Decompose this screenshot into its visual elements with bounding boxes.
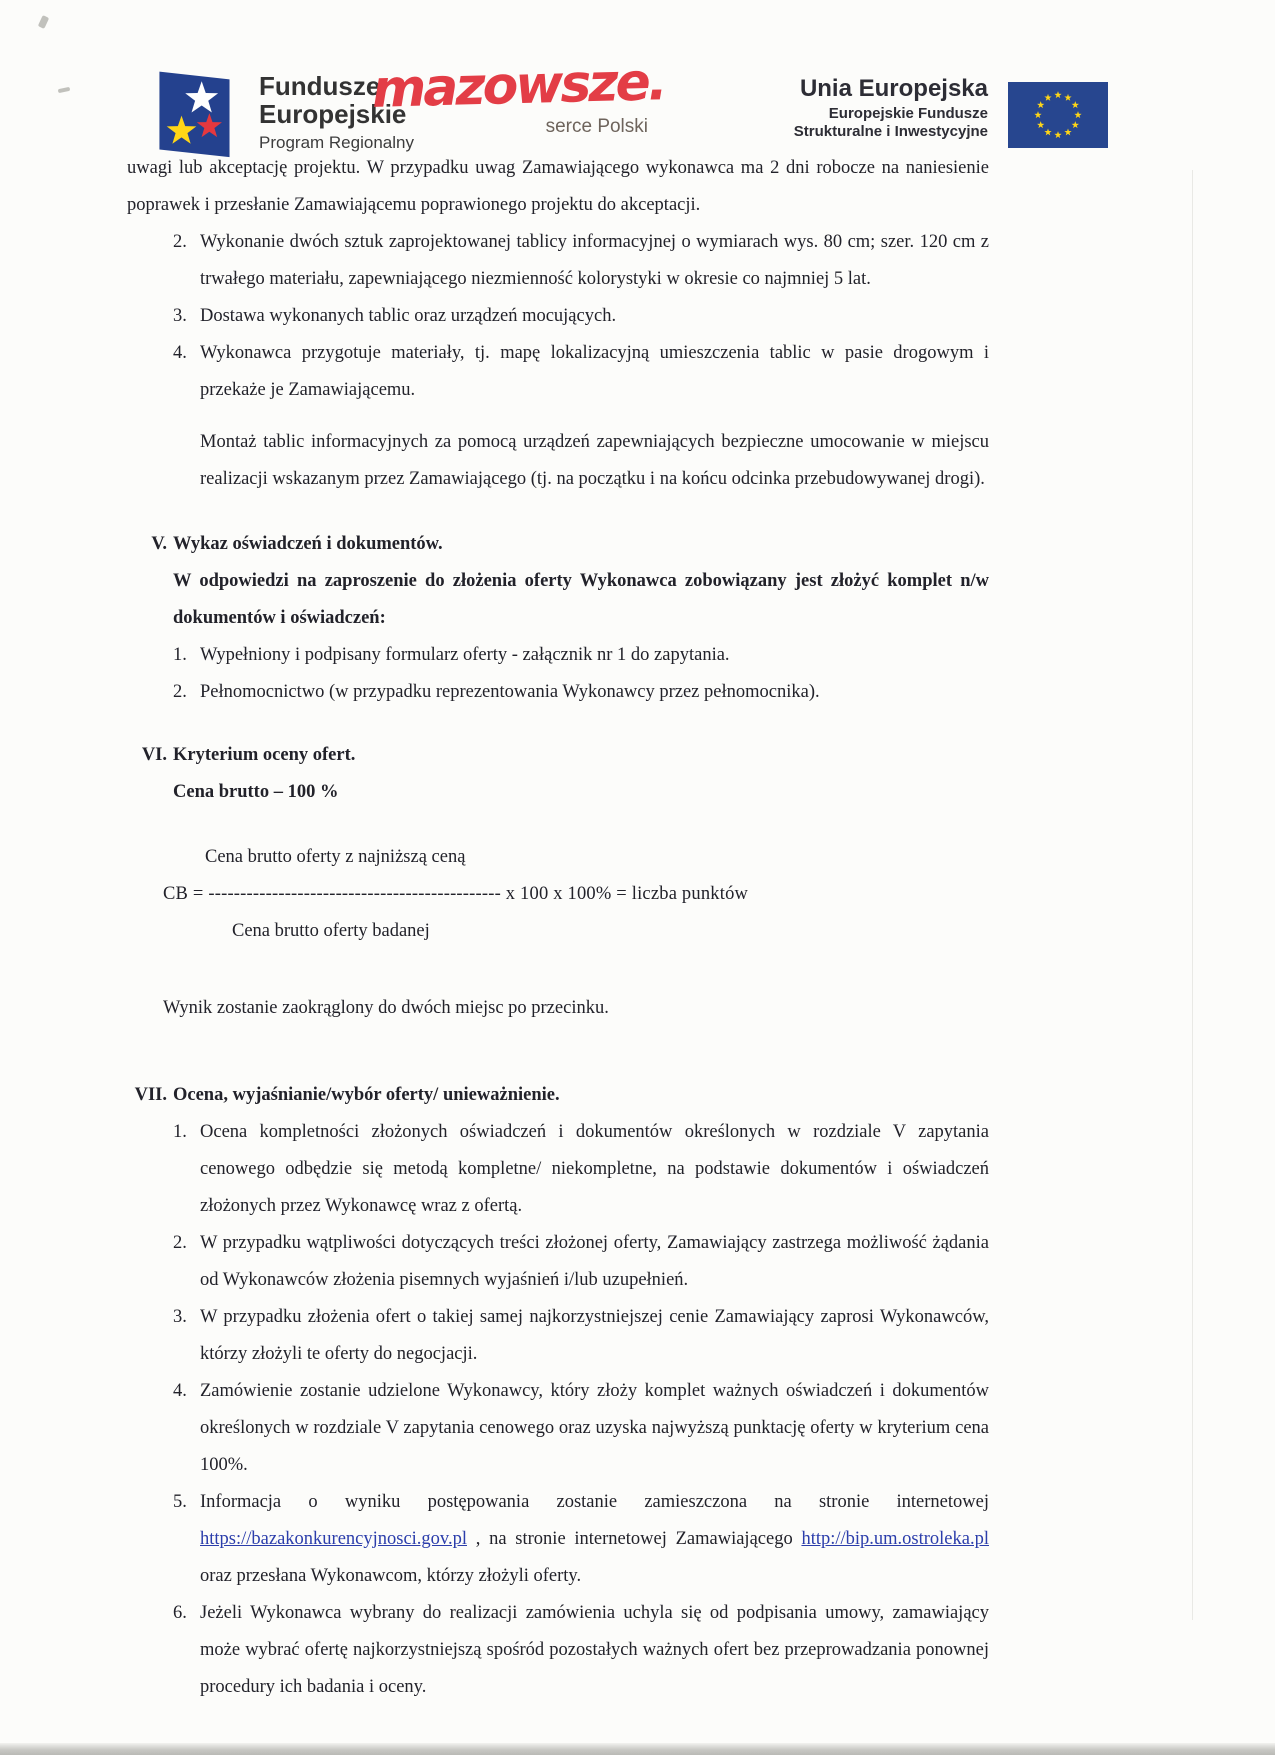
- list-item-text: W przypadku wątpliwości dotyczących treści złożonej oferty, Zamawiający zastrzega możliwość żądania od Wykonawców złożenia pisemnych wyjaśnień i/lub uzupełnień.: [200, 1233, 989, 1290]
- link-bazakonkurencyjnosci[interactable]: https://bazakonkurencyjnosci.gov.pl: [200, 1529, 467, 1549]
- list-item: [127, 1299, 989, 1373]
- fe-title-line2: Europejskie: [259, 99, 407, 129]
- section-v-intro: W odpowiedzi na zaproszenie do złożenia oferty Wykonawca zobowiązany jest złożyć komplet n/w dokumentów i oświadczeń:: [173, 571, 989, 628]
- list-item-number: 2.: [173, 682, 187, 702]
- eu-flag-icon: [1008, 82, 1108, 148]
- ue-line2: Europejskie Fundusze: [828, 105, 988, 122]
- list-item-number: 2.: [173, 1233, 187, 1253]
- ue-logo-text: [700, 72, 988, 141]
- list-item-text: W przypadku złożenia ofert o takiej samej najkorzystniejszej cenie Zamawiający zaprosi Wykonawców, którzy złożyli te oferty do negocjacji.: [200, 1307, 989, 1364]
- formula-numerator: Cena brutto oferty z najniższą ceną: [205, 847, 466, 867]
- logo-unia-europejska: [700, 72, 1108, 148]
- section-title: Ocena, wyjaśnianie/wybór oferty/ unieważnienie.: [173, 1085, 560, 1105]
- scan-artifact: [58, 87, 71, 93]
- section-number: VI.: [141, 745, 167, 765]
- list-item: [127, 224, 989, 298]
- list-item-number: 1.: [173, 645, 187, 665]
- document-body: [127, 150, 989, 1706]
- list-item-text: Pełnomocnictwo (w przypadku reprezentowania Wykonawcy przez pełnomocnika).: [200, 682, 820, 702]
- section-vii-heading: [127, 1077, 989, 1114]
- list-item-number: 4.: [173, 1381, 187, 1401]
- list-item: [127, 1373, 989, 1484]
- list-item: [127, 1225, 989, 1299]
- section-title: Kryterium oceny ofert.: [173, 745, 356, 765]
- formula-note: Wynik zostanie zaokrąglony do dwóch miejsc po przecinku.: [163, 998, 609, 1018]
- formula-cb-line: CB = ---------------------------------------------- x 100 x 100% = liczba punktów: [163, 884, 749, 904]
- list-item-number: 4.: [173, 343, 187, 363]
- list-item: [127, 335, 989, 409]
- list-item: [127, 637, 989, 674]
- item5-mid: , na stronie internetowej Zamawiającego: [467, 1529, 802, 1549]
- fe-subtitle: Program Regionalny: [259, 133, 414, 152]
- scan-bottom-shadow: [0, 1743, 1275, 1755]
- list-item-number: 6.: [173, 1603, 187, 1623]
- list-item-number: 1.: [173, 1122, 187, 1142]
- list-item-text: Zamówienie zostanie udzielone Wykonawcy, który złoży komplet ważnych oświadczeń i dokumentów określonych w rozdziale V zapytania cenowego oraz uzyska najwyższą punktację oferty w kryterium cena 100%.: [200, 1381, 989, 1475]
- list-item: [127, 674, 989, 711]
- mazowsze-wordmark: mazowsze.: [371, 52, 666, 120]
- criterion-line: Cena brutto – 100 %: [173, 782, 339, 802]
- list-item-text: Ocena kompletności złożonych oświadczeń i dokumentów określonych w rozdziale V zapytania cenowego odbędzie się metodą kompletne/ niekompletne, na podstawie dokumentów i oświadczeń złożonych przez Wykonawcę wraz z ofertą.: [200, 1122, 989, 1216]
- fe-flag-icon: [143, 64, 245, 160]
- list-item-text: Wypełniony i podpisany formularz oferty - załącznik nr 1 do zapytania.: [200, 645, 730, 665]
- fe-title-line1: Fundusze: [259, 71, 381, 101]
- mazowsze-subtitle: serce Polski: [545, 116, 648, 137]
- list-item-text: Jeżeli Wykonawca wybrany do realizacji zamówienia uchyla się od podpisania umowy, zamawiający może wybrać ofertę najkorzystniejszą spośród pozostałych ważnych ofert bez przeprowadzania ponownej procedury ich badania i oceny.: [200, 1603, 989, 1697]
- item5-lead: Informacja o wyniku postępowania zostanie zamieszczona na stronie internetowej: [200, 1492, 989, 1512]
- list-item-number: 2.: [173, 232, 187, 252]
- list-item: [127, 1114, 989, 1225]
- ue-line3: Strukturalne i Inwestycyjne: [793, 123, 988, 140]
- list-item-text: Dostawa wykonanych tablic oraz urządzeń mocujących.: [200, 306, 617, 326]
- logo-mazowsze: [371, 52, 666, 138]
- list-item-text: Wykonanie dwóch sztuk zaprojektowanej tablicy informacyjnej o wymiarach wys. 80 cm; szer. 120 cm z trwałego materiału, zapewniającego niezmienność kolorystyki w okresie co najmniej 5 lat.: [200, 232, 989, 289]
- list-item-number: 5.: [173, 1492, 187, 1512]
- list-item: [127, 298, 989, 335]
- scan-artifact: [38, 15, 49, 29]
- item5-tail: oraz przesłana Wykonawcom, którzy złożyli oferty.: [200, 1566, 582, 1586]
- montaz-paragraph: Montaż tablic informacyjnych za pomocą urządzeń zapewniających bezpieczne umocowanie w miejscu realizacji wskazanym przez Zamawiającego (tj. na początku i na końcu odcinka przebudowywanej drogi).: [200, 432, 989, 489]
- continuation-paragraph: uwagi lub akceptację projektu. W przypadku uwag Zamawiającego wykonawca ma 2 dni robocze na naniesienie poprawek i przesłanie Zamawiającemu poprawionego projektu do akceptacji.: [127, 158, 989, 215]
- section-title: Wykaz oświadczeń i dokumentów.: [173, 534, 443, 554]
- list-item-number: 3.: [173, 1307, 187, 1327]
- list-item: [127, 1595, 989, 1706]
- formula-denominator: Cena brutto oferty badanej: [232, 921, 430, 941]
- link-bip-ostroleka[interactable]: http://bip.um.ostroleka.pl: [801, 1529, 989, 1549]
- ue-title: Unia Europejska: [799, 75, 988, 102]
- section-number: VII.: [134, 1085, 167, 1105]
- scan-edge-line: [1192, 170, 1193, 1620]
- list-item-with-links: [127, 1484, 989, 1595]
- list-item-number: 3.: [173, 306, 187, 326]
- list-item-text: [200, 1484, 989, 1595]
- section-vi-heading: [127, 737, 989, 774]
- section-number: V.: [151, 534, 167, 554]
- list-item-text: Wykonawca przygotuje materiały, tj. mapę lokalizacyjną umieszczenia tablic w pasie drogowym i przekaże je Zamawiającemu.: [200, 343, 989, 400]
- section-v-heading: [127, 526, 989, 563]
